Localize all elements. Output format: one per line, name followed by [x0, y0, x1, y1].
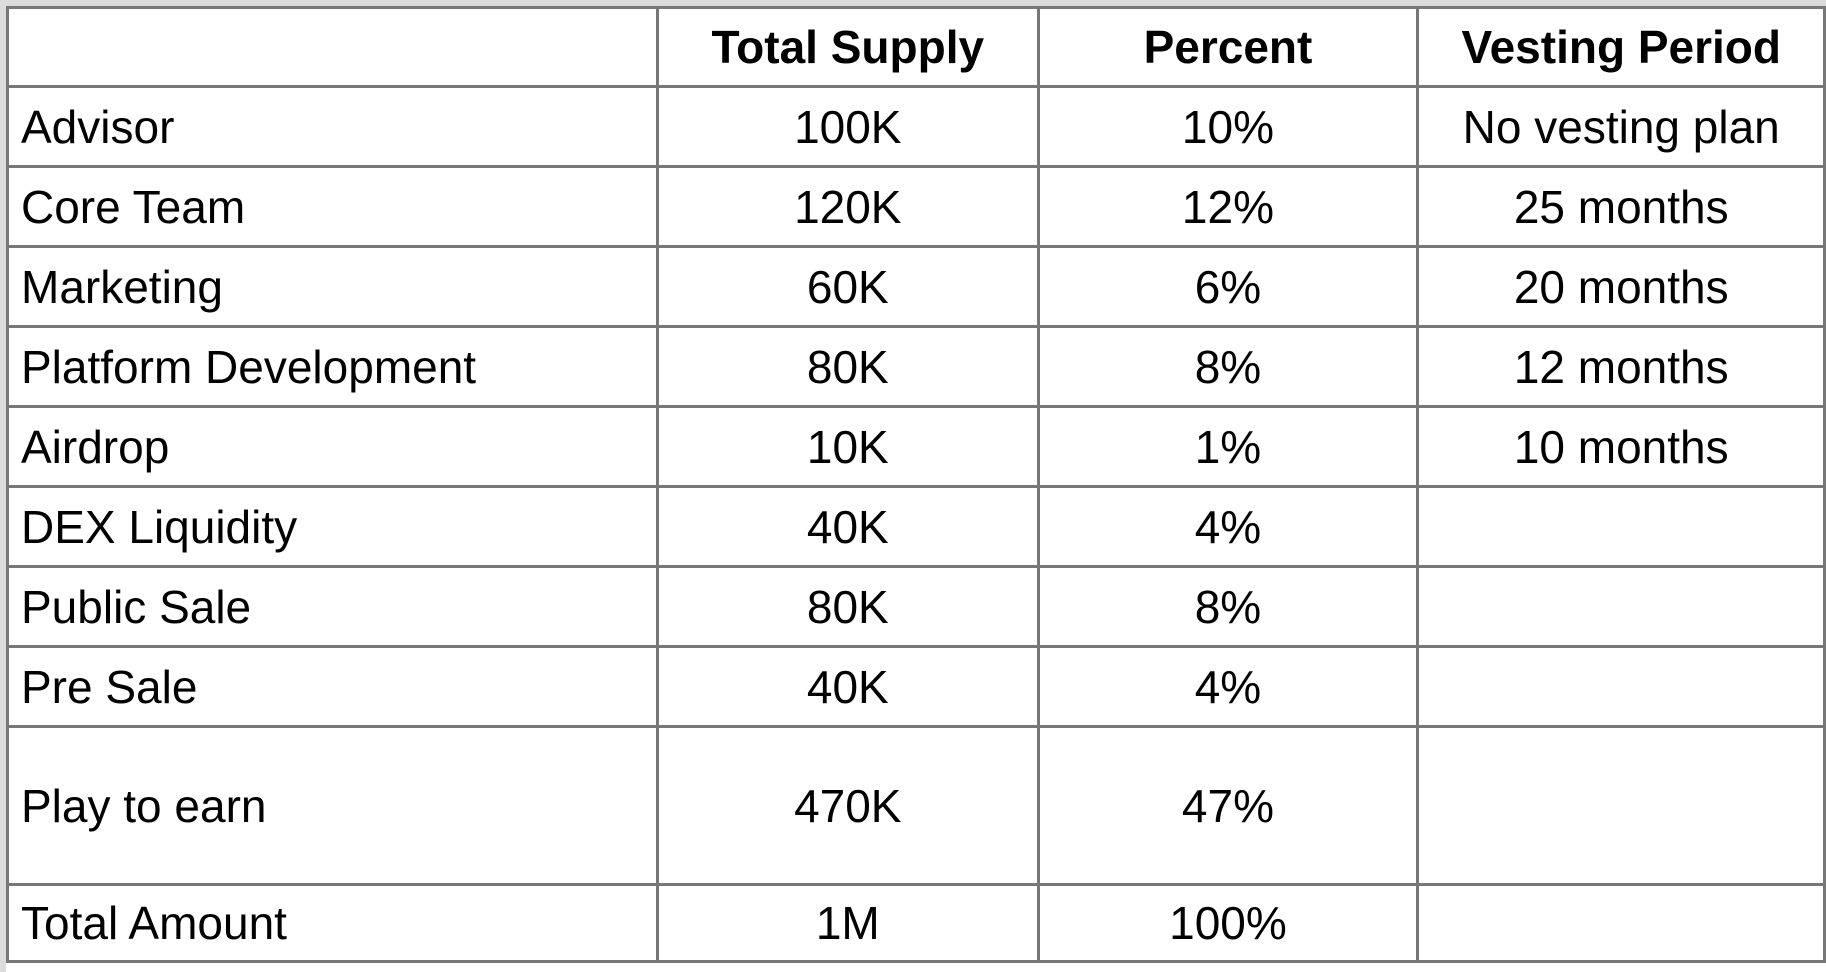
cell-total-label[interactable]: Total Amount: [8, 885, 658, 962]
cell-percent[interactable]: 8%: [1038, 327, 1418, 407]
cell-vesting-period[interactable]: [1418, 727, 1825, 885]
table-row: [8, 247, 1825, 327]
cell-percent[interactable]: 4%: [1038, 647, 1418, 727]
cell-percent[interactable]: 6%: [1038, 247, 1418, 327]
cell-label[interactable]: DEX Liquidity: [8, 487, 658, 567]
cell-total-supply[interactable]: 100K: [658, 87, 1038, 167]
cell-total-supply[interactable]: 60K: [658, 247, 1038, 327]
cell-vesting-period[interactable]: [1418, 647, 1825, 727]
table-row: [8, 647, 1825, 727]
cell-percent[interactable]: 1%: [1038, 407, 1418, 487]
cell-vesting-period[interactable]: 12 months: [1418, 327, 1825, 407]
header-cell-label[interactable]: [8, 8, 658, 87]
cell-percent[interactable]: 12%: [1038, 167, 1418, 247]
table-row: [8, 167, 1825, 247]
cell-total-supply-sum[interactable]: 1M: [658, 885, 1038, 962]
cell-vesting-period[interactable]: 10 months: [1418, 407, 1825, 487]
cell-total-supply[interactable]: 120K: [658, 167, 1038, 247]
cell-vesting-period[interactable]: 25 months: [1418, 167, 1825, 247]
table-row: [8, 567, 1825, 647]
header-cell-total-supply[interactable]: Total Supply: [658, 8, 1038, 87]
cell-total-supply[interactable]: 10K: [658, 407, 1038, 487]
token-allocation-table: [6, 6, 1826, 963]
cell-label[interactable]: Advisor: [8, 87, 658, 167]
cell-label[interactable]: Public Sale: [8, 567, 658, 647]
cell-label[interactable]: Pre Sale: [8, 647, 658, 727]
cell-label[interactable]: Platform Development: [8, 327, 658, 407]
cell-percent[interactable]: 47%: [1038, 727, 1418, 885]
cell-label[interactable]: Airdrop: [8, 407, 658, 487]
cell-total-vesting-period[interactable]: [1418, 885, 1825, 962]
cell-label[interactable]: Play to earn: [8, 727, 658, 885]
cell-total-supply[interactable]: 40K: [658, 647, 1038, 727]
header-cell-vesting-period[interactable]: Vesting Period: [1418, 8, 1825, 87]
cell-percent[interactable]: 8%: [1038, 567, 1418, 647]
cell-vesting-period[interactable]: 20 months: [1418, 247, 1825, 327]
cell-total-supply[interactable]: 80K: [658, 327, 1038, 407]
cell-vesting-period[interactable]: [1418, 567, 1825, 647]
cell-percent[interactable]: 4%: [1038, 487, 1418, 567]
cell-total-supply[interactable]: 470K: [658, 727, 1038, 885]
header-cell-percent[interactable]: Percent: [1038, 8, 1418, 87]
table-row: [8, 327, 1825, 407]
table-row: [8, 87, 1825, 167]
cell-label[interactable]: Core Team: [8, 167, 658, 247]
cell-percent[interactable]: 10%: [1038, 87, 1418, 167]
cell-total-percent[interactable]: 100%: [1038, 885, 1418, 962]
table-row: [8, 407, 1825, 487]
cell-label[interactable]: Marketing: [8, 247, 658, 327]
table-row: [8, 727, 1825, 885]
cell-total-supply[interactable]: 80K: [658, 567, 1038, 647]
cell-vesting-period[interactable]: No vesting plan: [1418, 87, 1825, 167]
cell-total-supply[interactable]: 40K: [658, 487, 1038, 567]
table-row: [8, 487, 1825, 567]
cell-vesting-period[interactable]: [1418, 487, 1825, 567]
table-header-row: [8, 8, 1825, 87]
table-total-row: [8, 885, 1825, 962]
